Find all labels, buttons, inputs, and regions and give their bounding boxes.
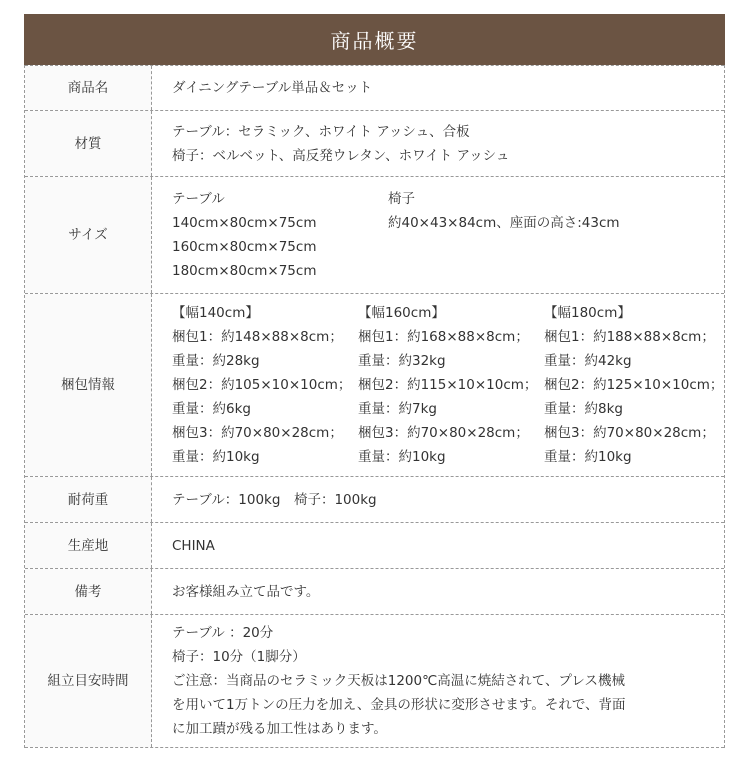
spec-label: 材質 <box>25 111 152 176</box>
size-table-col <box>172 187 388 283</box>
packing-line: 重量：約32kg <box>358 353 446 369</box>
spec-value <box>152 66 724 110</box>
packing-line: 梱包2：約105×10×10cm； <box>172 377 352 393</box>
spec-value <box>152 177 724 293</box>
spec-label: サイズ <box>25 177 152 293</box>
size-line: 140cm×80cm×75cm <box>172 215 317 231</box>
packing-line: 重量：約6kg <box>172 401 251 417</box>
size-chair-col <box>388 187 620 283</box>
packing-line: 重量：約28kg <box>172 353 260 369</box>
spec-value <box>152 294 738 476</box>
packing-line: 重量：約10kg <box>172 449 260 465</box>
assembly-line: テーブル ：20分 <box>172 625 274 641</box>
spec-row-load <box>25 477 724 523</box>
notes-value: お客様組み立て品です。 <box>172 583 320 600</box>
packing-line: 梱包3：約70×80×28cm； <box>544 425 715 441</box>
origin-value: CHINA <box>172 537 215 554</box>
packing-line: 梱包1：約148×88×8cm； <box>172 329 343 345</box>
spec-value <box>152 477 724 522</box>
spec-label: 梱包情報 <box>25 294 152 476</box>
spec-label: 耐荷重 <box>25 477 152 522</box>
spec-row-size <box>25 177 724 294</box>
spec-value <box>152 615 724 747</box>
packing-col-160 <box>358 301 544 469</box>
assembly-line: を用いて1万トンの圧力を加え、金具の形状に変形させます。それで、背面 <box>172 697 626 713</box>
packing-line: 【幅140cm】 <box>172 305 259 321</box>
assembly-line: 椅子：10分（1脚分） <box>172 649 306 665</box>
material-line: テーブル：セラミック、ホワイト アッシュ、合板 <box>172 123 470 140</box>
assembly-line: ご注意：当商品のセラミック天板は1200℃高温に焼結されて、プレス機械 <box>172 673 626 689</box>
spec-row-material <box>25 111 724 177</box>
spec-row-name <box>25 65 724 111</box>
packing-line: 重量：約10kg <box>544 449 632 465</box>
assembly-line: に加工蹟が残る加工性はあります。 <box>172 721 387 737</box>
packing-col-180 <box>544 301 730 469</box>
packing-line: 梱包3：約70×80×28cm； <box>358 425 529 441</box>
size-line: 160cm×80cm×75cm <box>172 239 317 255</box>
size-line: 約40×43×84cm、座面の高さ:43cm <box>388 215 620 231</box>
material-line: 椅子：ベルベット、高反発ウレタン、ホワイト アッシュ <box>172 147 510 164</box>
spec-label: 商品名 <box>25 66 152 110</box>
packing-line: 重量：約7kg <box>358 401 437 417</box>
packing-line: 梱包2：約115×10×10cm； <box>358 377 538 393</box>
product-name: ダイニングテーブル単品＆セット <box>172 80 373 96</box>
spec-table <box>24 65 725 748</box>
spec-label: 備考 <box>25 569 152 614</box>
spec-row-origin <box>25 523 724 569</box>
packing-line: 重量：約8kg <box>544 401 623 417</box>
section-title: 商品概要 <box>24 14 725 65</box>
packing-line: 【幅160cm】 <box>358 305 445 321</box>
spec-row-notes <box>25 569 724 615</box>
packing-line: 【幅180cm】 <box>544 305 631 321</box>
packing-line: 重量：約10kg <box>358 449 446 465</box>
spec-label: 生産地 <box>25 523 152 568</box>
product-summary-sheet <box>24 14 725 748</box>
packing-line: 重量：約42kg <box>544 353 632 369</box>
size-line: 椅子 <box>388 191 415 207</box>
packing-line: 梱包1：約188×88×8cm； <box>544 329 715 345</box>
packing-line: 梱包3：約70×80×28cm； <box>172 425 343 441</box>
spec-row-assembly <box>25 615 724 748</box>
packing-col-140 <box>172 301 358 469</box>
packing-line: 梱包1：約168×88×8cm； <box>358 329 529 345</box>
spec-value <box>152 111 724 176</box>
spec-row-packing <box>25 294 724 477</box>
spec-label: 組立目安時間 <box>25 615 152 747</box>
size-line: 180cm×80cm×75cm <box>172 263 317 279</box>
packing-line: 梱包2：約125×10×10cm； <box>544 377 724 393</box>
spec-value <box>152 569 724 614</box>
spec-value <box>152 523 724 568</box>
size-line: テーブル <box>172 191 225 207</box>
load-value: テーブル：100kg 椅子：100kg <box>172 491 377 508</box>
